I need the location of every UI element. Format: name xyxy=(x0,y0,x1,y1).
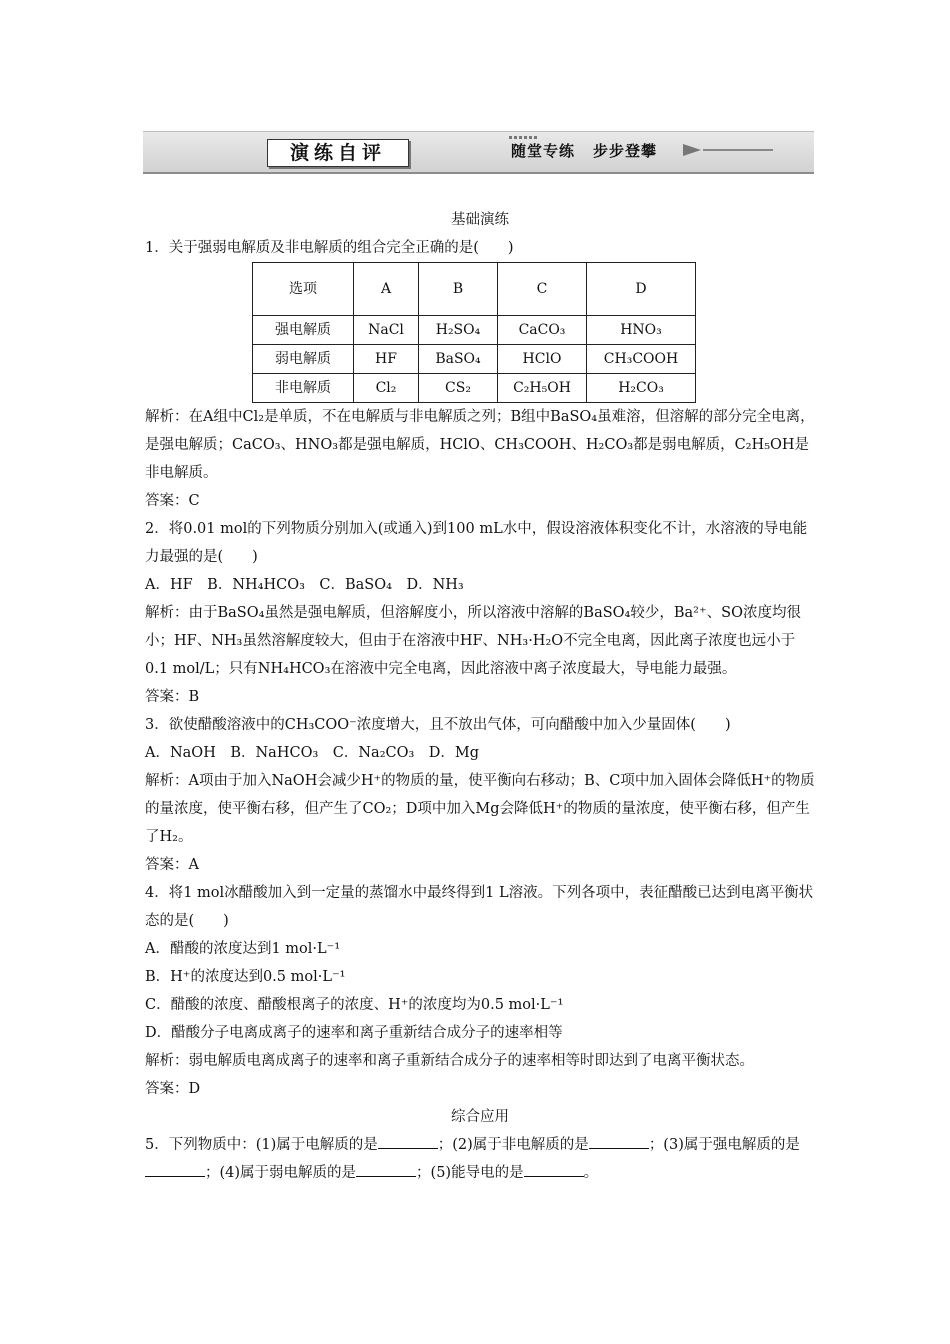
table-cell: Cl₂ xyxy=(354,374,419,403)
table-cell: H₂SO₄ xyxy=(419,316,498,345)
q5-part1: 5．下列物质中：(1)属于电解质的是 xyxy=(145,1137,378,1153)
table-cell: 选项 xyxy=(253,263,354,316)
q1-analysis: 解析：在A组中Cl₂是单质，不在电解质与非电解质之列；B组中BaSO₄虽难溶，但溶解的部分完全电离，是强电解质；CaCO₃、HNO₃都是强电解质，HClO、CH₃COOH、H₂CO₃都是弱电解质，C₂H₅OH是非电解质。 xyxy=(145,409,815,481)
q4-analysis: 解析：弱电解质电离成离子的速率和离子重新结合成分子的速率相等时即达到了电离平衡状态。 xyxy=(145,1053,754,1069)
table-cell: C xyxy=(498,263,587,316)
q5-part3: ；(3)属于强电解质的是 xyxy=(648,1137,800,1153)
table-cell: CS₂ xyxy=(419,374,498,403)
banner-subtitle xyxy=(511,140,657,161)
table-cell: 弱电解质 xyxy=(253,345,354,374)
table-cell: HNO₃ xyxy=(587,316,696,345)
q2-stem: 2．将0.01 mol的下列物质分别加入(或通入)到100 mL水中，假设溶液体积变化不计，水溶液的导电能力最强的是( ) xyxy=(145,521,808,565)
answer-blank[interactable] xyxy=(524,1162,584,1177)
table-cell: C₂H₅OH xyxy=(498,374,587,403)
table-cell: D xyxy=(587,263,696,316)
table-row xyxy=(253,374,696,403)
q4-stem: 4．将1 mol冰醋酸加入到一定量的蒸馏水中最终得到1 L溶液。下列各项中，表征醋酸已达到电离平衡状态的是( ) xyxy=(145,885,814,929)
q4-option-c: C．醋酸的浓度、醋酸根离子的浓度、H⁺的浓度均为0.5 mol·L⁻¹ xyxy=(145,997,564,1013)
section-heading-applied: 综合应用 xyxy=(451,1109,509,1125)
q5-part4: ；(4)属于弱电解质的是 xyxy=(205,1165,357,1181)
q4-answer: 答案：D xyxy=(145,1081,201,1097)
table-row xyxy=(253,316,696,345)
q5-part2: ；(2)属于非电解质的是 xyxy=(437,1137,589,1153)
section-banner xyxy=(143,131,814,174)
banner-rule xyxy=(703,149,773,151)
banner-title: 演练自评 xyxy=(267,139,409,167)
section-heading-basic: 基础演练 xyxy=(451,212,509,228)
q1-answer: 答案：C xyxy=(145,493,200,509)
banner-subtitle-a: 随堂专练 xyxy=(511,142,576,160)
table-cell: H₂CO₃ xyxy=(587,374,696,403)
q4-option-d: D．醋酸分子电离成离子的速率和离子重新结合成分子的速率相等 xyxy=(145,1025,563,1041)
q2-answer: 答案：B xyxy=(145,689,200,705)
answer-blank[interactable] xyxy=(589,1134,649,1149)
table-cell: A xyxy=(354,263,419,316)
q3-options: A．NaOH B．NaHCO₃ C．Na₂CO₃ D．Mg xyxy=(145,745,480,761)
banner-dots xyxy=(509,136,539,139)
banner-subtitle-b: 步步登攀 xyxy=(593,142,658,160)
q4-option-b: B．H⁺的浓度达到0.5 mol·L⁻¹ xyxy=(145,969,346,985)
q1-table xyxy=(252,262,696,403)
answer-blank[interactable] xyxy=(356,1162,416,1177)
table-cell: HClO xyxy=(498,345,587,374)
table-cell: BaSO₄ xyxy=(419,345,498,374)
table-cell: B xyxy=(419,263,498,316)
q2-options: A．HF B．NH₄HCO₃ C．BaSO₄ D．NH₃ xyxy=(145,577,464,593)
banner-arrow-icon xyxy=(683,144,701,156)
table-cell: 强电解质 xyxy=(253,316,354,345)
table-cell: CH₃COOH xyxy=(587,345,696,374)
q5-end: 。 xyxy=(583,1165,599,1181)
q2-analysis: 解析：由于BaSO₄虽然是强电解质，但溶解度小，所以溶液中溶解的BaSO₄较少，Ba²⁺、SO浓度均很小；HF、NH₃虽然溶解度较大，但由于在溶液中HF、NH₃·H₂O不完全电离，因此离子浓度也远小于0.1 mol/L；只有NH₄HCO₃在溶液中完全电离，因此溶液中离子浓度最大，导电能力最强。 xyxy=(145,605,801,677)
q4-option-a: A．醋酸的浓度达到1 mol·L⁻¹ xyxy=(145,941,341,957)
document-body xyxy=(145,206,815,1187)
table-cell: CaCO₃ xyxy=(498,316,587,345)
q5-stem xyxy=(145,1131,815,1187)
q3-stem: 3．欲使醋酸溶液中的CH₃COO⁻浓度增大，且不放出气体，可向醋酸中加入少量固体( ) xyxy=(145,717,731,733)
table-header-row xyxy=(253,263,696,316)
q3-answer: 答案：A xyxy=(145,857,199,873)
table-cell: HF xyxy=(354,345,419,374)
q5-part5: ；(5)能导电的是 xyxy=(416,1165,524,1181)
q1-stem: 1．关于强弱电解质及非电解质的组合完全正确的是( ) xyxy=(145,240,514,256)
answer-blank[interactable] xyxy=(378,1134,438,1149)
table-row xyxy=(253,345,696,374)
answer-blank[interactable] xyxy=(145,1162,205,1177)
q3-analysis: 解析：A项由于加入NaOH会减少H⁺的物质的量，使平衡向右移动；B、C项中加入固体会降低H⁺的物质的量浓度，使平衡右移，但产生了CO₂；D项中加入Mg会降低H⁺的物质的量浓度，使平衡右移，但产生了H₂。 xyxy=(145,773,815,845)
table-cell: 非电解质 xyxy=(253,374,354,403)
table-cell: NaCl xyxy=(354,316,419,345)
